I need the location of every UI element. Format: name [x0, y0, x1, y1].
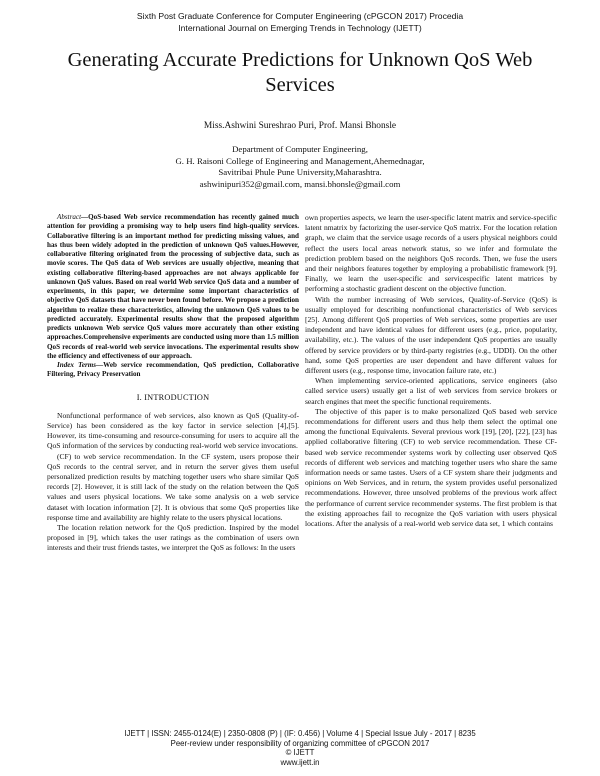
index-terms-label: Index Terms: [57, 361, 97, 369]
body-paragraph: The location relation network for the QoS prediction. Inspired by the model proposed in [9], which takes the user ratings as the combination of users own interests and their trust friends tastes, we interpret the QoS as follows: In the users: [47, 522, 299, 553]
affiliation-university: Savitribai Phule Pune University,Maharashtra.: [218, 167, 382, 178]
index-terms: [47, 361, 299, 380]
footer-peer-review: Peer-review under responsibility of organizing committee of cPGCON 2017: [170, 738, 430, 748]
footer-website-link[interactable]: www.ijett.in: [280, 758, 320, 768]
affiliation-block: [0, 144, 600, 190]
page-footer: [0, 729, 600, 768]
abstract-label: Abstract: [57, 213, 82, 221]
affiliation-emails: ashwinipuri352@gmail.com, mansi.bhonsle@gmail.com: [199, 178, 401, 189]
conference-header-line-1: Sixth Post Graduate Conference for Computer Engineering (cPGCON 2017) Procedia: [136, 11, 464, 21]
footer-journal-info: IJETT | ISSN: 2455-0124(E) | 2350-0808 (P) | (IF: 0.456) | Volume 4 | Special Issue July - 2017 | 8235: [124, 729, 476, 738]
affiliation-college: G. H. Raisoni College of Engineering and Management,Ahemednagar,: [175, 155, 425, 166]
body-paragraph: The objective of this paper is to make personalized QoS based web service recommendations for different users and thus help them select the optimal one among the functional Equivalents. Several previous work [19], [20], [22], [23] has applied collaborative filtering (CF) to web service recommendation. These CF-based web service recommender systems work by collecting user observed QoS records of different web services and matching together users who share the same information needs or same tastes. Users of a CF system share their judgments and opinions on Web Services, and in return, the system provides useful personalized recommendations. However, three unsolved problems of the previous work affect the performance of current service recommender systems. The first problem is that the existing approaches fail to recognize the QoS variation with users physical locations. After the analysis of a real-world web service data set, 1 which contains: [305, 406, 557, 529]
affiliation-department: Department of Computer Engineering,: [232, 144, 368, 154]
section-heading-introduction: I. INTRODUCTION: [136, 392, 210, 402]
right-column: [305, 213, 557, 529]
index-terms-text: —Web service recommendation, QoS prediction, Collaborative Filtering, Privacy Preservation: [47, 361, 299, 379]
conference-header: [0, 10, 600, 34]
body-paragraph: own properties aspects, we learn the user-specific latent matrix and service-specific latent nmatrix by factorizing the user-service QoS matrix. For the location relation graph, we claim that the service usage records of a users physical neighbors could reflect the users local areas network status, so we infer and formulate the prediction problem based on the neighbors QoS records. Then, we fuse the users and their neighbors features together by employing a probabilistic framework [9]. Finally, we learn the user-specific and servicespecific latent matrices by performing a stochastic gradient descent on the objective function.: [305, 213, 557, 294]
body-paragraph: With the number increasing of Web services, Quality-of-Service (QoS) is usually employed for describing nonfunctional characteristics of Web services [25]. Among different QoS properties of Web services, some properties are user independent and have identical values for different users (e.g., price, popularity, availability, etc.). The values of the user independent QoS properties are usually offered by service providers or by third-party registries (e.g., UDDI). On the other hand, some QoS properties are user dependent and have different values for different users (e.g., response time, invocation failure rate, etc.): [305, 294, 557, 376]
body-paragraph: When implementing service-oriented applications, service engineers (also called service users) usually get a list of web services from service brokers or search engines that meet the specific functional requirements.: [305, 376, 557, 406]
abstract: [47, 213, 299, 361]
conference-header-line-2: International Journal on Emerging Trends in Technology (IJETT): [178, 23, 422, 33]
body-paragraph: Nonfunctional performance of web services, also known as QoS (Quality-of-Service) has been considered as the key factor in service selection [4],[5]. However, its time-consuming and resource-consuming for users to acquire all the QoS information of the services by conducting real-world web service invocations.: [47, 410, 299, 451]
body-paragraph: (CF) to web service recommendation. In the CF system, users propose their QoS records to the central server, and in return the server gives them useful personalized prediction results by matching together users who share similar QoS records [2]. However, it is still lack of the study on the relation between the QoS values and users physical locations. We take some analysis on a web service dataset with location information [2]. It is obvious that some QoS properties like response time and availability are highly relate to the users physical locations.: [47, 451, 299, 522]
left-column: [47, 213, 299, 554]
abstract-text: —QoS-based Web service recommendation has recently gained much attention for providing a promising way to help users find high-quality services. Collaborative filtering is an important method for predicting missing values, and has thus been widely adopted in the prediction of unknown QoS values.However, collaborative filtering originated from the processing of subjective data, such as movie scores. The QoS data of Web services are usually objective, meaning that existing collaborative filtering-based approaches are not always applicable for unknown QoS values. Based on real world Web service QoS data and a number of experiments, in this paper, we determine some important characteristics of objective QoS datasets that have never been found before. We propose a prediction algorithm to realize these characteristics, allowing the unknown QoS values to be predicted accurately. Experimental results show that the proposed algorithm predicts unknown Web service QoS values more accurately than other existing approaches.Comprehensive experiments are conducted using more than 1.5 million QoS records of real-world web service invocations. The experimental results show the efficiency and effectiveness of our approach.: [47, 213, 299, 360]
footer-copyright: © IJETT: [285, 748, 315, 758]
paper-authors: Miss.Ashwini Sureshrao Puri, Prof. Mansi Bhonsle: [203, 121, 397, 131]
paper-title: Generating Accurate Predictions for Unknown QoS Web Services: [67, 49, 533, 96]
